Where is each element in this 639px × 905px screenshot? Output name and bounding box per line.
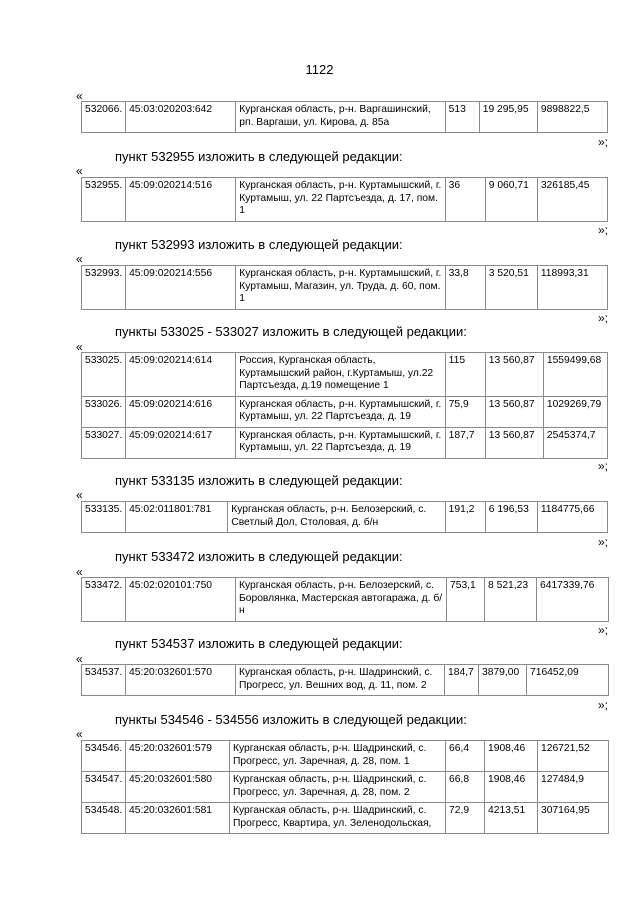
cadastral-price-cell: 13 560,87 <box>485 427 543 458</box>
cadastral-price-cell: 13 560,87 <box>485 353 543 397</box>
area-cell: 184,7 <box>445 665 479 696</box>
cadastral-number-cell: 45:09:020214:614 <box>126 353 236 397</box>
item-number-cell: 532955. <box>82 178 126 222</box>
address-cell: Курганская область, р-н. Шадринский, с. Прогресс, ул. Вешних вод, д. 11, пом. 2 <box>236 665 445 696</box>
cadastral-price-cell: 9 060,71 <box>485 178 537 222</box>
address-cell: Россия, Курганская область, Куртамышский район, г.Куртамыш, ул.22 Партсъезда, д.19 помещение 1 <box>236 353 445 397</box>
cadastral-number-cell: 45:09:020214:516 <box>126 178 236 222</box>
close-quote: »; <box>598 698 609 712</box>
open-quote: « <box>76 488 83 502</box>
area-cell: 115 <box>445 353 485 397</box>
cadastral-price-cell: 19 295,95 <box>479 102 537 133</box>
cadastral-number-cell: 45:20:032601:581 <box>126 803 230 834</box>
open-quote: « <box>76 652 83 666</box>
records-table <box>81 101 608 133</box>
table-row <box>82 502 608 533</box>
close-quote: »; <box>598 623 609 637</box>
area-cell: 513 <box>445 102 479 133</box>
table-row <box>82 353 608 397</box>
cadastral-value-cell: 9898822,5 <box>537 102 607 133</box>
address-cell: Курганская область, р-н. Белозерский, с. Боровлянка, Мастерская автогаража, д. б/н <box>236 578 447 622</box>
records-table <box>81 501 608 533</box>
address-cell: Курганская область, р-н. Шадринский, с. Прогресс, ул. Заречная, д. 28, пом. 2 <box>230 772 446 803</box>
open-quote: « <box>76 164 83 178</box>
cadastral-price-cell: 8 521,23 <box>485 578 537 622</box>
records-table <box>81 177 608 222</box>
page-number: 1122 <box>305 62 334 77</box>
cadastral-price-cell: 6 196,53 <box>485 502 537 533</box>
item-number-cell: 534546. <box>82 741 126 772</box>
cadastral-value-cell: 6417339,76 <box>537 578 609 622</box>
cadastral-price-cell: 3 520,51 <box>485 266 537 310</box>
cadastral-number-cell: 45:20:032601:579 <box>126 741 230 772</box>
open-quote: « <box>76 565 83 579</box>
close-quote: »; <box>598 535 609 549</box>
instruction-text: пункты 534546 - 534556 изложить в следующей редакции: <box>115 712 467 727</box>
item-number-cell: 532066. <box>82 102 126 133</box>
cadastral-price-cell: 13 560,87 <box>485 396 543 427</box>
item-number-cell: 534548. <box>82 803 126 834</box>
table-row <box>82 578 609 622</box>
cadastral-number-cell: 45:20:032601:570 <box>126 665 236 696</box>
cadastral-value-cell: 2545374,7 <box>543 427 607 458</box>
instruction-text: пункт 532993 изложить в следующей редакции: <box>115 237 403 252</box>
address-cell: Курганская область, р-н. Шадринский, с. Прогресс, ул. Заречная, д. 28, пом. 1 <box>230 741 446 772</box>
address-cell: Курганская область, р-н. Белозерский, с. Светлый Дол, Столовая, д. б/н <box>228 502 445 533</box>
cadastral-value-cell: 1559499,68 <box>543 353 607 397</box>
area-cell: 187,7 <box>445 427 485 458</box>
table-row <box>82 396 608 427</box>
address-cell: Курганская область, р-н. Куртамышский, г. Куртамыш, Магазин, ул. Труда, д. 60, пом. 1 <box>236 266 445 310</box>
cadastral-number-cell: 45:09:020214:616 <box>126 396 236 427</box>
table-row <box>82 266 608 310</box>
area-cell: 72,9 <box>446 803 485 834</box>
cadastral-value-cell: 326185,45 <box>537 178 607 222</box>
item-number-cell: 533027. <box>82 427 126 458</box>
table-row <box>82 772 609 803</box>
cadastral-number-cell: 45:03:020203:642 <box>126 102 236 133</box>
open-quote: « <box>76 727 83 741</box>
cadastral-value-cell: 307164,95 <box>538 803 609 834</box>
item-number-cell: 533025. <box>82 353 126 397</box>
table-row <box>82 803 609 834</box>
instruction-text: пункт 534537 изложить в следующей редакции: <box>115 636 403 651</box>
close-quote: »; <box>598 459 609 473</box>
cadastral-value-cell: 716452,09 <box>527 665 609 696</box>
open-quote: « <box>76 340 83 354</box>
area-cell: 66,8 <box>446 772 485 803</box>
cadastral-number-cell: 45:09:020214:556 <box>126 266 236 310</box>
item-number-cell: 533135. <box>82 502 126 533</box>
instruction-text: пункт 533472 изложить в следующей редакции: <box>115 549 403 564</box>
address-cell: Курганская область, р-н. Шадринский, с. Прогресс, Квартира, ул. Зеленодольская, <box>230 803 446 834</box>
cadastral-number-cell: 45:02:011801:781 <box>126 502 228 533</box>
close-quote: »; <box>598 223 609 237</box>
item-number-cell: 532993. <box>82 266 126 310</box>
address-cell: Курганская область, р-н. Куртамышский, г. Куртамыш, ул. 22 Партсъезда, д. 17, пом. 1 <box>236 178 445 222</box>
open-quote: « <box>76 89 83 103</box>
cadastral-price-cell: 1908,46 <box>485 772 538 803</box>
cadastral-number-cell: 45:20:032601:580 <box>126 772 230 803</box>
records-table <box>81 664 609 696</box>
records-table <box>81 577 609 622</box>
cadastral-price-cell: 3879,00 <box>479 665 527 696</box>
instruction-text: пункт 533135 изложить в следующей редакции: <box>115 473 403 488</box>
records-table <box>81 352 608 459</box>
cadastral-value-cell: 1029269,79 <box>543 396 607 427</box>
address-cell: Курганская область, р-н. Куртамышский, г. Куртамыш, ул. 22 Партсъезда, д. 19 <box>236 427 445 458</box>
records-table <box>81 740 609 834</box>
item-number-cell: 534547. <box>82 772 126 803</box>
area-cell: 191,2 <box>445 502 485 533</box>
address-cell: Курганская область, р-н. Куртамышский, г. Куртамыш, ул. 22 Партсъезда, д. 19 <box>236 396 445 427</box>
table-row <box>82 741 609 772</box>
address-cell: Курганская область, р-н. Варгашинский, рп. Варгаши, ул. Кирова, д. 85а <box>236 102 445 133</box>
area-cell: 36 <box>445 178 485 222</box>
cadastral-value-cell: 118993,31 <box>537 266 607 310</box>
area-cell: 753,1 <box>447 578 485 622</box>
table-row <box>82 178 608 222</box>
item-number-cell: 533026. <box>82 396 126 427</box>
table-row <box>82 665 609 696</box>
open-quote: « <box>76 252 83 266</box>
cadastral-number-cell: 45:09:020214:617 <box>126 427 236 458</box>
area-cell: 66,4 <box>446 741 485 772</box>
close-quote: »; <box>598 311 609 325</box>
table-row <box>82 427 608 458</box>
table-row <box>82 102 608 133</box>
close-quote: »; <box>598 135 609 149</box>
cadastral-price-cell: 1908,46 <box>485 741 538 772</box>
instruction-text: пункты 533025 - 533027 изложить в следующей редакции: <box>115 324 467 339</box>
item-number-cell: 534537. <box>82 665 126 696</box>
cadastral-value-cell: 126721,52 <box>538 741 609 772</box>
cadastral-number-cell: 45:02:020101:750 <box>126 578 236 622</box>
records-table <box>81 265 608 310</box>
cadastral-price-cell: 4213,51 <box>485 803 538 834</box>
area-cell: 33,8 <box>445 266 485 310</box>
item-number-cell: 533472. <box>82 578 126 622</box>
cadastral-value-cell: 1184775,66 <box>537 502 607 533</box>
area-cell: 75,9 <box>445 396 485 427</box>
instruction-text: пункт 532955 изложить в следующей редакции: <box>115 149 403 164</box>
cadastral-value-cell: 127484,9 <box>538 772 609 803</box>
